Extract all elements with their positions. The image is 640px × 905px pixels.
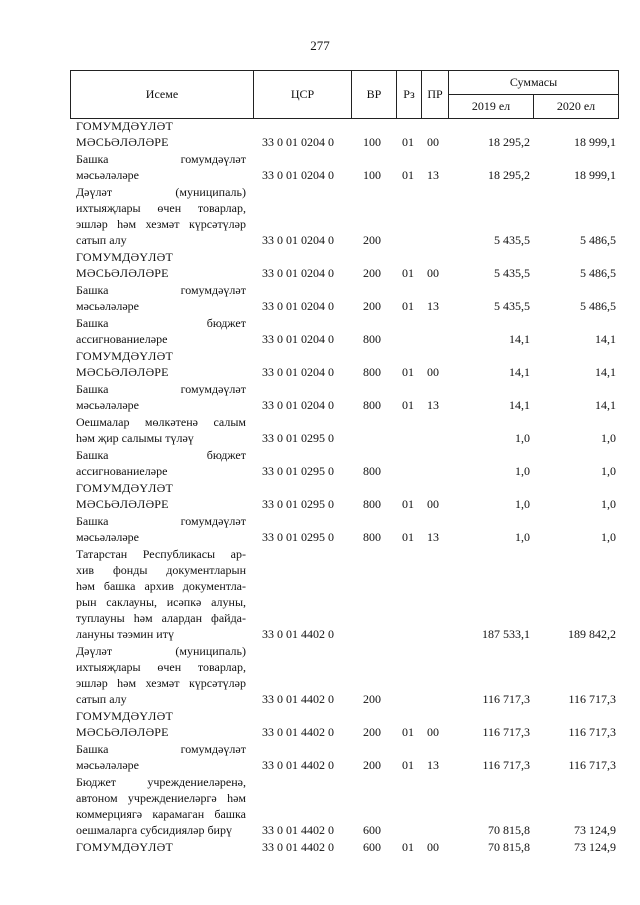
row-name-line: мәсьәләләре [76, 530, 139, 544]
row-sum-2019: 14,1 [509, 398, 530, 412]
row-name-line: Башка гомумдәүләт [76, 742, 246, 756]
row-name-line: эшләр һәм хезмәт күрсәтүләр [76, 676, 246, 690]
row-vr: 100 [363, 135, 381, 149]
row-name-line: ГОМУМДӘҮЛӘТ [76, 481, 173, 495]
row-sum-2020: 116 717,3 [568, 758, 616, 772]
header-rz: Рз [397, 71, 422, 119]
table-row [0, 447, 640, 479]
table-row [0, 315, 640, 347]
table-row [0, 643, 640, 707]
table-row [0, 381, 640, 413]
row-vr: 200 [363, 758, 381, 772]
row-csr: 33 0 01 4402 0 [262, 725, 334, 739]
row-name-line: ГОМУМДӘҮЛӘТ [76, 709, 173, 723]
row-name-line: эшләр һәм хезмәт күрсәтүләр [76, 217, 246, 231]
row-sum-2019: 70 815,8 [488, 840, 530, 854]
row-name-line: оешмаларга субсидияләр бирү [76, 823, 232, 837]
row-csr: 33 0 01 4402 0 [262, 627, 334, 641]
row-name [76, 282, 246, 314]
row-rz [394, 822, 422, 838]
row-name [76, 118, 246, 150]
row-name-line: мәсьәләләре [76, 299, 139, 313]
table-row [0, 151, 640, 183]
table-row [0, 480, 640, 512]
row-sum-2019: 14,1 [509, 332, 530, 346]
row-sum-2020: 1,0 [601, 530, 616, 544]
row-vr: 800 [363, 464, 381, 478]
row-sum-2020: 5 486,5 [580, 299, 616, 313]
row-rz: 01 [402, 530, 414, 544]
row-name-line: ассигнованиеләре [76, 332, 168, 346]
row-name-line: мәсьәләләре [76, 398, 139, 412]
row-sum-2020: 18 999,1 [574, 135, 616, 149]
row-csr: 33 0 01 0295 0 [262, 530, 334, 544]
row-sum-2020: 1,0 [601, 497, 616, 511]
row-pr: 13 [427, 299, 439, 313]
row-name [76, 315, 246, 347]
row-name [76, 643, 246, 707]
row-sum-2019: 18 295,2 [488, 168, 530, 182]
row-name [76, 151, 246, 183]
page-number: 277 [310, 38, 330, 53]
row-name-line: Башка гомумдәүләт [76, 283, 246, 297]
row-name-line: Башка гомумдәүләт [76, 514, 246, 528]
row-name [76, 774, 246, 838]
row-vr: 100 [363, 168, 381, 182]
row-vr [352, 430, 392, 446]
row-pr: 13 [427, 168, 439, 182]
table-row [0, 348, 640, 380]
row-sum-2020: 1,0 [601, 464, 616, 478]
row-sum-2020: 116 717,3 [568, 725, 616, 739]
row-rz: 01 [402, 398, 414, 412]
row-sum-2019: 116 717,3 [482, 725, 530, 739]
row-rz: 01 [402, 758, 414, 772]
row-sum-2019: 14,1 [509, 365, 530, 379]
row-name-line: МӘСЬӘЛӘЛӘРЕ [76, 135, 169, 149]
header-pr: ПР [422, 71, 449, 119]
row-pr: 13 [427, 530, 439, 544]
row-name-line: Бюджет учреждениеләренә, [76, 775, 246, 789]
row-sum-2019: 116 717,3 [482, 758, 530, 772]
row-name [76, 513, 246, 545]
row-sum-2019: 5 435,5 [494, 233, 530, 247]
row-pr: 00 [427, 266, 439, 280]
row-sum-2020: 5 486,5 [580, 266, 616, 280]
row-sum-2019: 70 815,8 [488, 823, 530, 837]
table-row [0, 546, 640, 642]
row-vr: 200 [363, 725, 381, 739]
row-csr: 33 0 01 4402 0 [262, 823, 334, 837]
row-sum-2020: 189 842,2 [568, 627, 616, 641]
row-pr: 13 [427, 758, 439, 772]
row-rz [394, 691, 422, 707]
row-rz [394, 331, 422, 347]
row-csr: 33 0 01 0204 0 [262, 168, 334, 182]
row-vr: 200 [363, 299, 381, 313]
row-name-line: ГОМУМДӘҮЛӘТ [76, 119, 173, 133]
row-vr: 800 [363, 497, 381, 511]
row-sum-2019: 18 295,2 [488, 135, 530, 149]
row-csr: 33 0 01 0295 0 [262, 497, 334, 511]
header-vr: ВР [352, 71, 397, 119]
row-csr: 33 0 01 0295 0 [262, 431, 334, 445]
row-rz [394, 626, 422, 642]
row-name [76, 249, 246, 281]
row-name-line: мәсьәләләре [76, 168, 139, 182]
row-csr: 33 0 01 0204 0 [262, 135, 334, 149]
row-rz [394, 463, 422, 479]
row-name-line: туплауны һәм алардан файда- [76, 611, 246, 625]
table-row [0, 774, 640, 838]
row-name-line: Дәүләт (муниципаль) [76, 185, 246, 199]
row-rz: 01 [402, 168, 414, 182]
row-csr: 33 0 01 4402 0 [262, 692, 334, 706]
table-row [0, 708, 640, 740]
row-name-line: хив фонды документларын [76, 563, 246, 577]
table-row [0, 741, 640, 773]
row-name-line: МӘСЬӘЛӘЛӘРЕ [76, 725, 169, 739]
row-name-line: ГОМУМДӘҮЛӘТ [76, 349, 173, 363]
row-sum-2020: 14,1 [595, 332, 616, 346]
header-csr: ЦСР [254, 71, 352, 119]
row-name [76, 447, 246, 479]
row-pr [420, 430, 446, 446]
table-row [0, 118, 640, 150]
row-sum-2019: 187 533,1 [482, 627, 530, 641]
row-name [76, 546, 246, 642]
table-row [0, 249, 640, 281]
row-sum-2020: 14,1 [595, 398, 616, 412]
row-sum-2020: 1,0 [601, 431, 616, 445]
row-pr: 00 [427, 725, 439, 739]
row-name [76, 414, 246, 446]
row-pr [420, 331, 446, 347]
row-pr: 00 [427, 365, 439, 379]
row-name-line: Татарстан Республикасы ар- [76, 547, 246, 561]
table-row [0, 282, 640, 314]
row-sum-2019: 1,0 [515, 431, 530, 445]
row-name [76, 839, 246, 855]
row-sum-2020: 14,1 [595, 365, 616, 379]
table-row [0, 513, 640, 545]
row-rz [394, 232, 422, 248]
row-sum-2019: 5 435,5 [494, 299, 530, 313]
row-name [76, 348, 246, 380]
row-sum-2020: 116 717,3 [568, 692, 616, 706]
row-rz: 01 [402, 299, 414, 313]
row-name-line: мәсьәләләре [76, 758, 139, 772]
row-csr: 33 0 01 0204 0 [262, 233, 334, 247]
table-row [0, 839, 640, 855]
row-name-line: МӘСЬӘЛӘЛӘРЕ [76, 266, 169, 280]
row-vr: 800 [363, 530, 381, 544]
row-csr: 33 0 01 0204 0 [262, 299, 334, 313]
row-name [76, 184, 246, 248]
row-pr: 00 [427, 840, 439, 854]
row-sum-2020: 18 999,1 [574, 168, 616, 182]
row-name-line: ГОМУМДӘҮЛӘТ [76, 250, 173, 264]
row-sum-2019: 1,0 [515, 530, 530, 544]
row-name-line: сатып алу [76, 692, 127, 706]
row-rz: 01 [402, 725, 414, 739]
row-name-line: ГОМУМДӘҮЛӘТ [76, 840, 173, 854]
row-name-line: ихтыяҗлары өчен товарлар, [76, 660, 246, 674]
row-vr: 200 [363, 266, 381, 280]
row-csr: 33 0 01 0204 0 [262, 266, 334, 280]
row-csr: 33 0 01 0204 0 [262, 365, 334, 379]
row-name-line: ассигнованиеләре [76, 464, 168, 478]
row-csr: 33 0 01 0204 0 [262, 332, 334, 346]
row-pr [420, 232, 446, 248]
row-name [76, 741, 246, 773]
row-rz [394, 430, 422, 446]
row-rz: 01 [402, 840, 414, 854]
row-vr: 600 [363, 840, 381, 854]
row-vr: 200 [363, 233, 381, 247]
row-sum-2019: 1,0 [515, 464, 530, 478]
row-name-line: рын саклауны, исәпкә алуны, [76, 595, 246, 609]
row-name [76, 480, 246, 512]
row-sum-2019: 1,0 [515, 497, 530, 511]
row-pr: 00 [427, 497, 439, 511]
row-vr: 800 [363, 398, 381, 412]
row-name-line: Дәүләт (муниципаль) [76, 644, 246, 658]
row-pr [420, 822, 446, 838]
row-name-line: лануны тәэмин итү [76, 627, 174, 641]
row-csr: 33 0 01 4402 0 [262, 758, 334, 772]
row-name-line: Башка бюджет [76, 316, 246, 330]
row-name-line: һәм җир салымы түләү [76, 431, 194, 445]
row-name-line: Оешмалар мөлкәтенә салым [76, 415, 246, 429]
header-sums: Суммасы [449, 71, 619, 95]
row-pr: 00 [427, 135, 439, 149]
row-name-line: МӘСЬӘЛӘЛӘРЕ [76, 365, 169, 379]
row-sum-2019: 5 435,5 [494, 266, 530, 280]
row-csr: 33 0 01 0204 0 [262, 398, 334, 412]
row-sum-2020: 5 486,5 [580, 233, 616, 247]
header-2020: 2020 ел [534, 95, 619, 119]
row-rz: 01 [402, 365, 414, 379]
row-name-line: ихтыяҗлары өчен товарлар, [76, 201, 246, 215]
row-name-line: Башка гомумдәүләт [76, 382, 246, 396]
row-sum-2020: 73 124,9 [574, 823, 616, 837]
row-vr: 200 [363, 692, 381, 706]
row-rz: 01 [402, 497, 414, 511]
row-name-line: МӘСЬӘЛӘЛӘРЕ [76, 497, 169, 511]
row-vr: 800 [363, 365, 381, 379]
table-row [0, 184, 640, 248]
table-row [0, 414, 640, 446]
row-rz: 01 [402, 266, 414, 280]
row-name-line: Башка бюджет [76, 448, 246, 462]
row-name [76, 381, 246, 413]
row-name-line: коммерциягә карамаган башка [76, 807, 246, 821]
row-sum-2020: 73 124,9 [574, 840, 616, 854]
row-vr: 800 [363, 332, 381, 346]
row-pr [420, 691, 446, 707]
row-name-line: Башка гомумдәүләт [76, 152, 246, 166]
row-pr [420, 626, 446, 642]
row-csr: 33 0 01 0295 0 [262, 464, 334, 478]
row-pr [420, 463, 446, 479]
row-pr: 13 [427, 398, 439, 412]
row-rz: 01 [402, 135, 414, 149]
row-name-line: автоном учреждениеләргә һәм [76, 791, 246, 805]
row-name [76, 708, 246, 740]
row-name-line: сатып алу [76, 233, 127, 247]
row-name-line: һәм башка архив документла- [76, 579, 246, 593]
header-2019: 2019 ел [449, 95, 534, 119]
row-sum-2019: 116 717,3 [482, 692, 530, 706]
row-vr: 600 [363, 823, 381, 837]
header-name: Исеме [71, 71, 254, 119]
row-csr: 33 0 01 4402 0 [262, 840, 334, 854]
row-vr [352, 626, 392, 642]
